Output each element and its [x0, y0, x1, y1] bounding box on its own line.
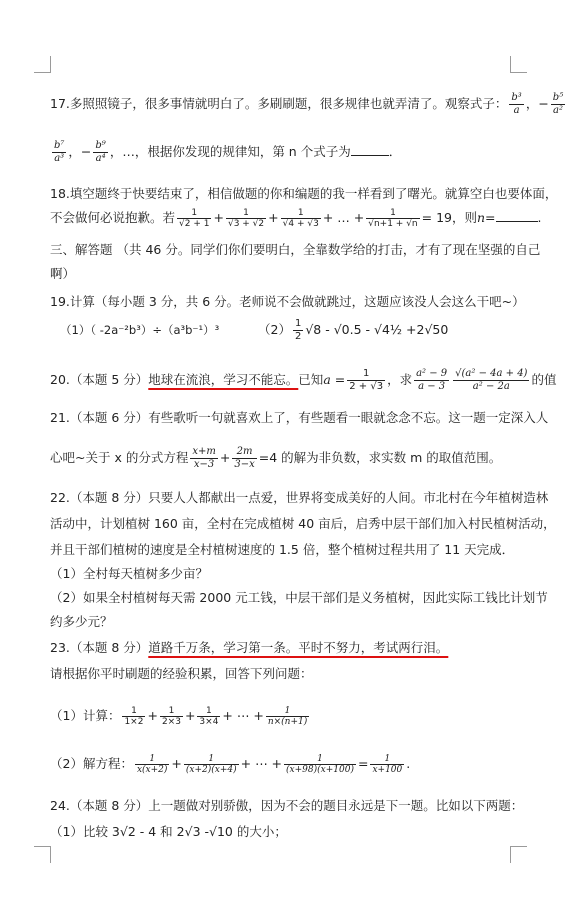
q22-line1: 22.（本题 8 分）只要人人都献出一点爱，世界将变成美好的人间。市北村在今年植树造林	[50, 490, 549, 505]
corner-mark-top-left	[34, 56, 51, 73]
corner-mark-bottom-left	[34, 846, 51, 863]
q19-line1: 19.计算（每小题 3 分，共 6 分。老师说不会做就跳过，这题应该没人会这么干吧~）	[50, 294, 525, 309]
q21-line2: 心吧~关于 x 的分式方程 $\frac{x+m}{x-3}$ + $\frac{2m}{3-x}$ =4 的解为非负数，求实数 m 的取值范围。	[50, 446, 502, 470]
answer-blank[interactable]	[351, 143, 389, 156]
corner-mark-top-right	[510, 56, 527, 73]
q20-line: 20.（本题 5 分）地球在流浪，学习不能忘。已知a = $\frac{1}{2 + √3}$ ，求 $\frac{\text{a² − 9}}{a - 3}$ $\frac{\text{√(a² − 4a + 4)}}{\text{a² − 2a}}$ 的值	[50, 368, 557, 392]
q18-line2: 不会做何必说抱歉。若 $\frac{1}{√2 + 1}$ + $\frac{1}{√3 + √2}$ + $\frac{1}{√4 + √3}$ + … + $\frac{1}{√n+1 + √n}$ = 19，则n= .	[50, 208, 542, 229]
q24-sub1: （1）比较 3√2 - 4 和 2√3 -√10 的大小；	[50, 824, 287, 839]
q24-line1: 24.（本题 8 分）上一题做对别骄傲，因为不会的题目永远是下一题。比如以下两题：	[50, 798, 524, 813]
q19-part2: （2） $\frac{1}{2}$ √8 - √0.5 - √4½ +2√50	[258, 318, 449, 342]
q18-line1: 18.填空题终于快要结束了，相信做题的你和编题的我一样看到了曙光。就算空白也要体面，	[50, 186, 558, 201]
q22-sub2b: 约多少元？	[50, 614, 113, 629]
q23-line1: 23.（本题 8 分）道路千万条，学习第一条。平时不努力，考试两行泪。	[50, 640, 449, 655]
q22-sub2a: （2）如果全村植树每天需 2000 元工钱，中层干部们是义务植树，因此实际工钱比计划节	[50, 590, 548, 605]
section3-line1: 三、解答题 （共 46 分。同学们你们要明白，全靠数学给的打击，才有了现在坚强的自己	[50, 242, 541, 257]
q17-line1: 17.多照照镜子，很多事情就明白了。多刷刷题，很多规律也就弄清了。观察式子： $\frac{\text{b³}}{a}$ ，− $\frac{\text{b⁵}}{\text{a²}}$	[50, 92, 564, 116]
q23-intro: 请根据你平时刷题的经验积累，回答下列问题：	[50, 666, 313, 681]
q22-line2: 活动中，计划植树 160 亩，全村在完成植树 40 亩后，启秀中层干部们加入村民植树活动，	[50, 516, 556, 531]
section3-line2: 啊）	[50, 266, 76, 281]
q22-sub1: （1）全村每天植树多少亩？	[50, 566, 208, 581]
q22-line3: 并且干部们植树的速度是全村植树速度的 1.5 倍，整个植树过程共用了 11 天完成．	[50, 542, 515, 557]
q23-part1: （1）计算： $\frac{1}{1\times 2}$ + $\frac{1}{2\times 3}$ + $\frac{1}{3\times 4}$ + ⋯ + $\frac{1}{n\times(n+1)}$	[50, 706, 308, 727]
q19-part1: （1）（ -2a⁻²b³）÷（a³b⁻¹）³	[60, 323, 220, 337]
q23-part2: （2）解方程： $\frac{1}{x(x+2)}$ + $\frac{1}{(x+2)(x+4)}$ + ⋯ + $\frac{1}{(x+98)(x+100)}$ = $\frac{1}{x+100}$ .	[50, 754, 411, 775]
answer-blank[interactable]	[496, 209, 538, 222]
motto-underlined: 道路千万条，学习第一条。平时不努力，考试两行泪。	[148, 640, 449, 655]
corner-mark-bottom-right	[510, 846, 527, 863]
q17-line2: $\frac{\text{b⁷}}{\text{a³}}$ ，− $\frac{\text{b⁹}}{\text{a⁴}}$ ，…，根据你发现的规律知，第 n 个式子为 ．	[54, 140, 402, 164]
q21-line1: 21.（本题 6 分）有些歌听一句就喜欢上了，有些题看一眼就念念不忘。这一题一定深入人	[50, 410, 549, 425]
motto-underlined: 地球在流浪，学习不能忘。	[148, 372, 299, 387]
